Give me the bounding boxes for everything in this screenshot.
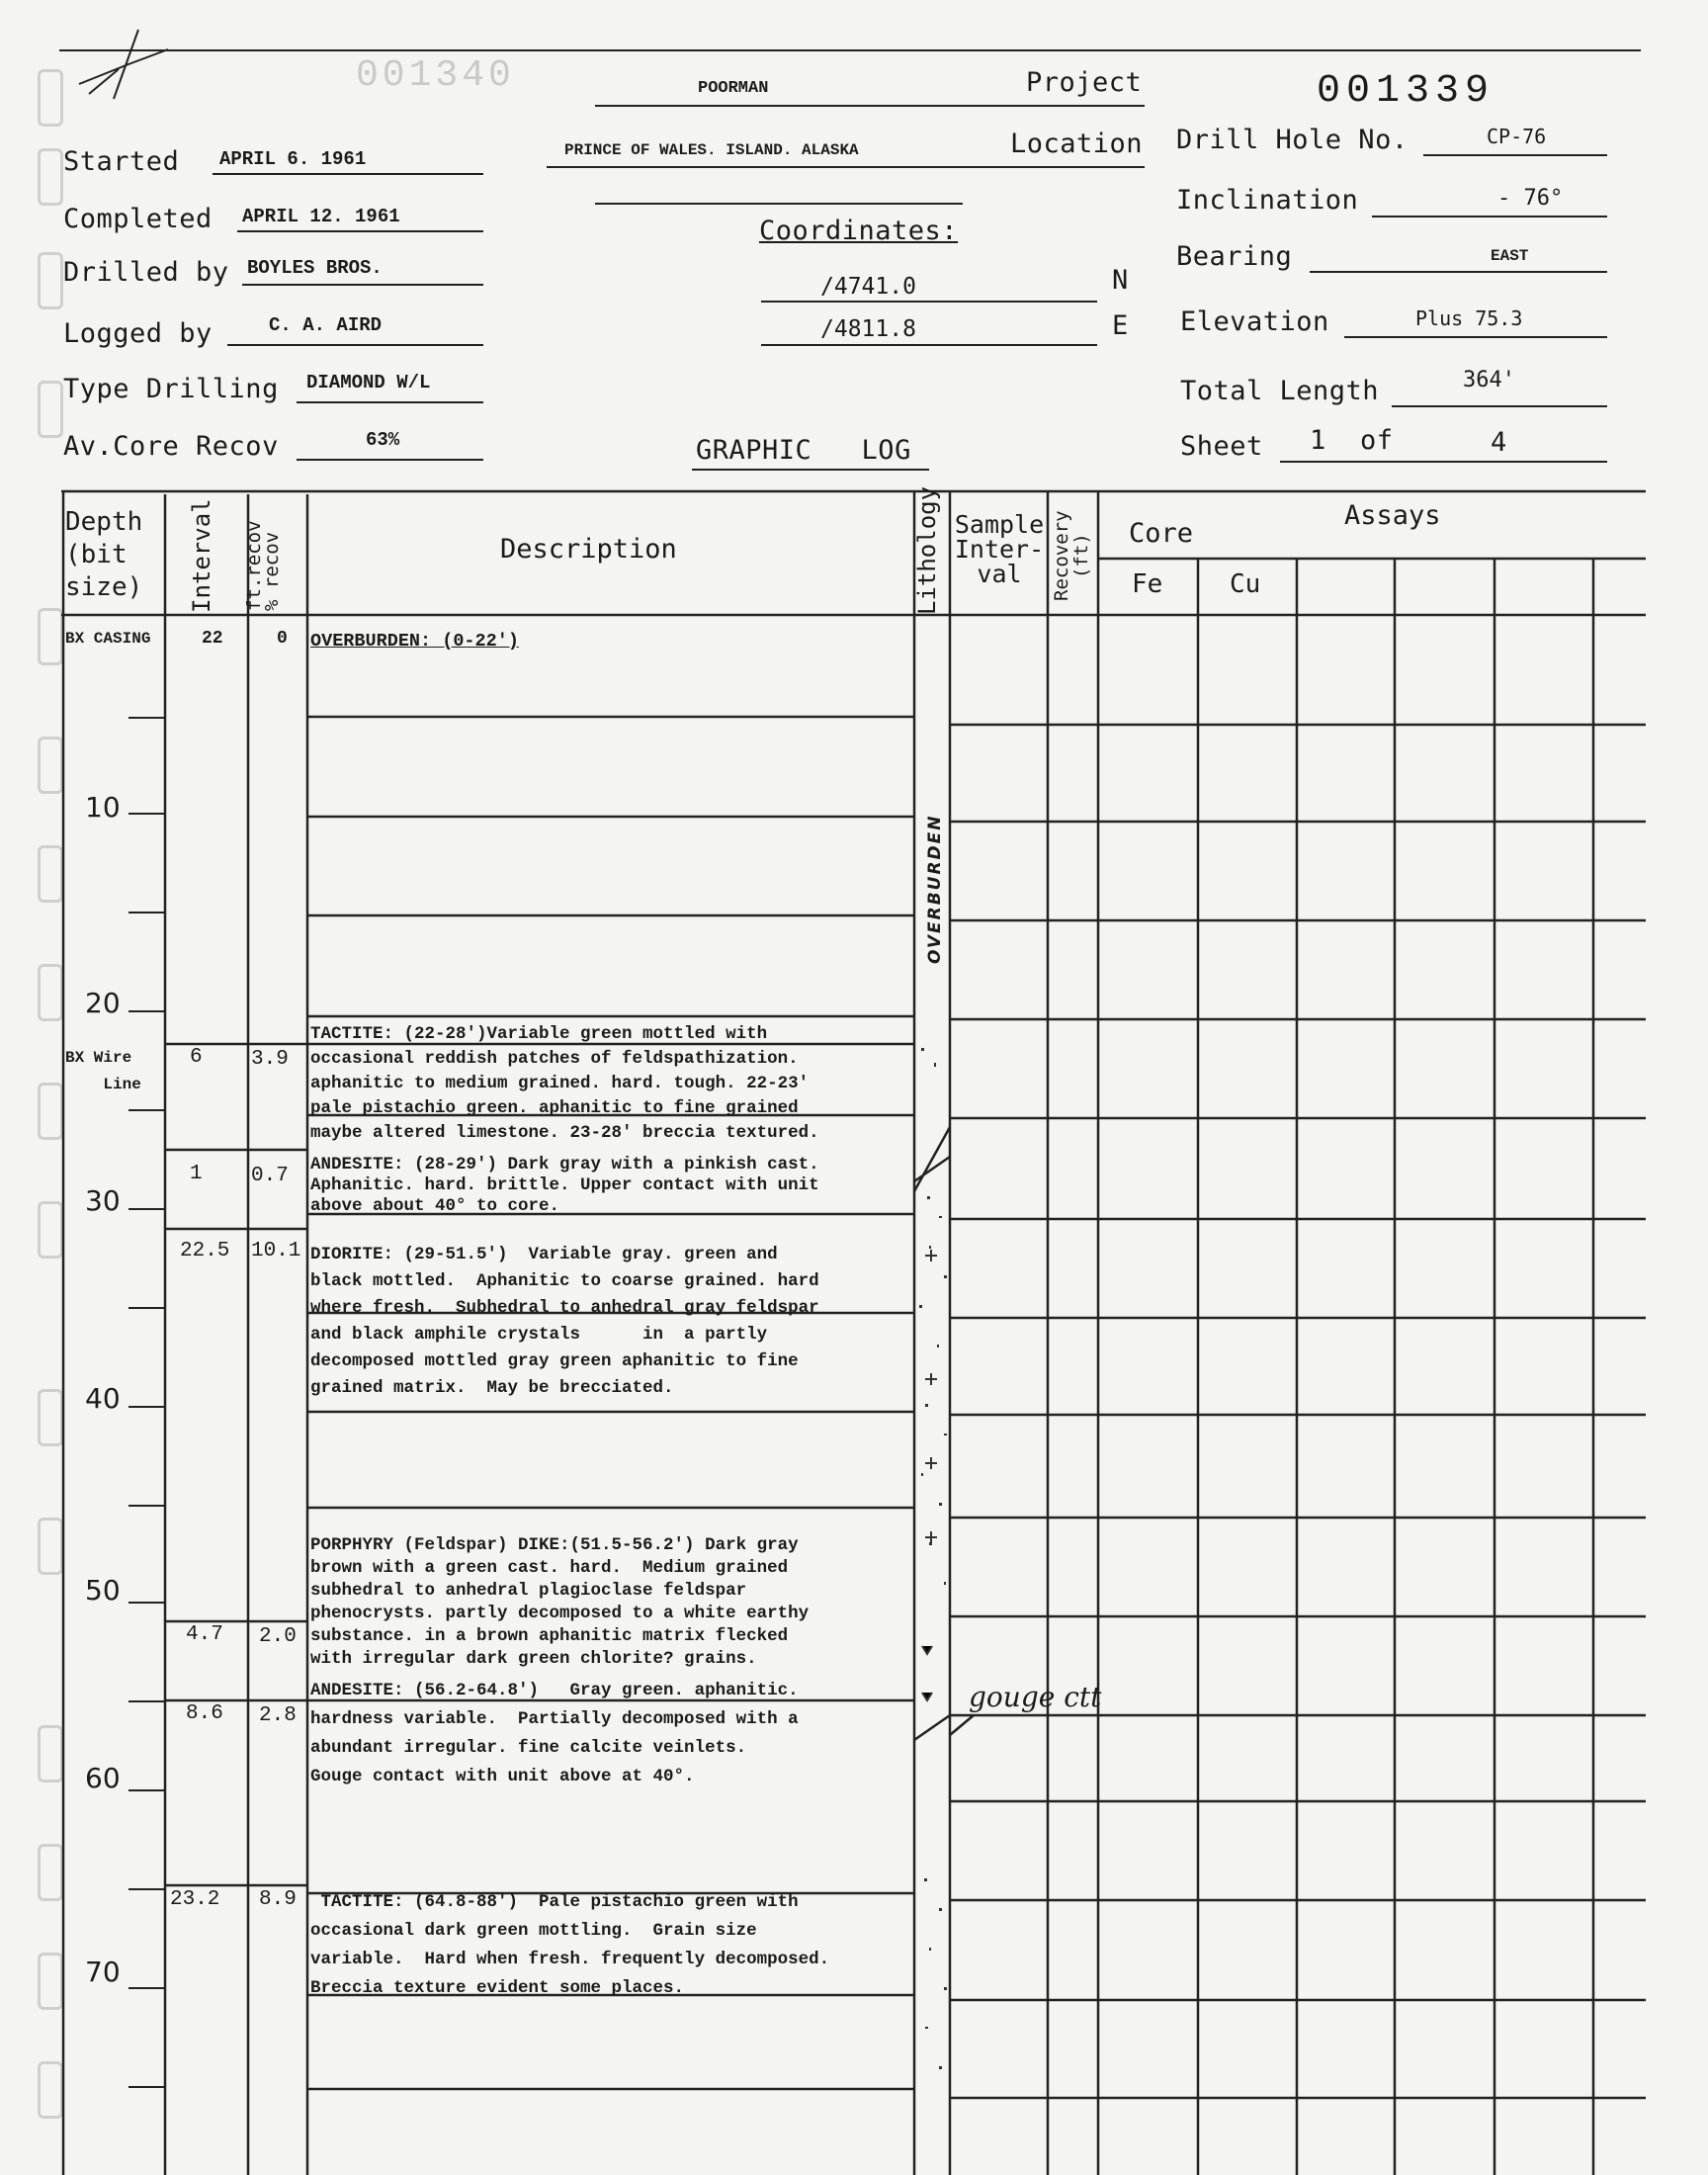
core-recov-label: Av.Core Recov [63, 431, 279, 462]
interval-0: 22 [202, 629, 223, 649]
lithology-overburden-label: OVERBURDEN [925, 814, 945, 964]
desc-overburden: OVERBURDEN: (0-22') [310, 631, 519, 652]
interval-header: Interval [188, 498, 215, 613]
sheet-total: 4 [1491, 427, 1507, 458]
drilled-by-value: BOYLES BROS. [247, 257, 383, 279]
depth-tick-50: 50 [85, 1574, 121, 1607]
bit-size-casing: BX CASING [65, 630, 151, 648]
recovery-6: 8.9 [259, 1888, 297, 1911]
total-length-value: 364' [1463, 368, 1515, 392]
coord-e-label: E [1112, 310, 1129, 341]
inclination-value: - 76° [1497, 186, 1564, 211]
coord-east-value: /4811.8 [820, 316, 916, 342]
elevation-label: Elevation [1180, 306, 1329, 337]
drill-hole-value: CP-76 [1487, 125, 1547, 148]
elevation-value: Plus 75.3 [1415, 306, 1523, 330]
core-recov-value: 63% [366, 429, 400, 451]
sheet-of: of [1360, 425, 1394, 456]
project-label: Project [1026, 67, 1143, 98]
depth-header: Depth (bit size) [65, 507, 143, 602]
bearing-label: Bearing [1176, 241, 1293, 272]
started-value: APRIL 6. 1961 [219, 148, 367, 170]
started-label: Started [63, 146, 180, 177]
depth-tick-60: 60 [85, 1762, 121, 1794]
core-header: Core [1129, 518, 1194, 549]
description-header: Description [500, 534, 677, 565]
logged-by-value: C. A. AIRD [269, 314, 383, 336]
interval-4: 4.7 [186, 1623, 223, 1646]
completed-label: Completed [63, 204, 213, 234]
logged-by-label: Logged by [63, 318, 213, 349]
completed-value: APRIL 12. 1961 [242, 206, 400, 227]
coord-n-label: N [1112, 265, 1129, 296]
interval-2: 1 [190, 1163, 203, 1185]
recovery-3: 10.1 [251, 1240, 301, 1262]
recovery-1: 3.9 [251, 1048, 289, 1071]
recovery-0: 0 [277, 629, 288, 649]
total-length-label: Total Length [1180, 376, 1380, 406]
type-drilling-value: DIAMOND W/L [306, 372, 431, 393]
desc-tactite-1: TACTITE: (22-28')Variable green mottled with occasional reddish patches of feldspathization. aphanitic to medium grained. hard. tough. 22-23' pale pistachio green. aphanitic to fine grained maybe altered limestone. 23-28' breccia textured. [310, 1024, 819, 1143]
lithology-pattern [919, 1048, 947, 2069]
recovery-ft-header: Recovery (ft) [1051, 510, 1092, 601]
desc-porphyry: PORPHYRY (Feldspar) DIKE:(51.5-56.2') Dark gray brown with a green cast. hard. Medium grained subhedral to anhedral plagioclase feldspar phenocrysts. partly decomposed to a white earthy substance. in a brown aphanitic matrix flecked with irregular dark green chlorite? grains. [310, 1535, 810, 1669]
coord-north-value: /4741.0 [820, 274, 916, 300]
desc-andesite-1: ANDESITE: (28-29') Dark gray with a pinkish cast. Aphanitic. hard. brittle. Upper contact with unit above about 40° to core. [310, 1155, 819, 1216]
depth-tick-70: 70 [85, 1956, 121, 1988]
desc-andesite-2: ANDESITE: (56.2-64.8') Gray green. aphanitic. hardness variable. Partially decomposed with a abundant irregular. fine calcite veinlets. Gouge contact with unit above at 40°. [310, 1681, 799, 1786]
bit-size-wireline: BX Wire Line [65, 1049, 141, 1093]
coordinates-label: Coordinates: [759, 216, 959, 246]
inclination-label: Inclination [1176, 185, 1359, 216]
depth-tick-30: 30 [85, 1184, 121, 1217]
interval-5: 8.6 [186, 1702, 223, 1725]
faint-doc-id: 001340 [356, 54, 515, 97]
lithology-header: Lithology [913, 485, 941, 615]
fe-header: Fe [1132, 569, 1163, 599]
interval-1: 6 [190, 1046, 203, 1069]
assays-header: Assays [1344, 500, 1441, 531]
sheet-label: Sheet [1180, 431, 1263, 462]
desc-tactite-2: TACTITE: (64.8-88') Pale pistachio green with occasional dark green mottling. Grain size variable. Hard when fresh. frequently decomposed. Breccia texture evident some places. [310, 1892, 830, 1998]
recovery-header: ft.recov % recov [243, 520, 283, 611]
depth-tick-20: 20 [85, 987, 121, 1019]
project-value: POORMAN [698, 79, 769, 98]
drill-hole-label: Drill Hole No. [1176, 125, 1409, 155]
bearing-value: EAST [1491, 247, 1529, 265]
doc-id: 001339 [1317, 69, 1495, 114]
desc-diorite: DIORITE: (29-51.5') Variable gray. green and black mottled. Aphanitic to coarse grained. hard where fresh. Subhedral to anhedral gray feldspar and black amphile crystals in a partly decomposed mottled gray green aphanitic to fine grained matrix. May be brecciated. [310, 1245, 819, 1398]
interval-3: 22.5 [180, 1240, 230, 1262]
sample-interval-header: Sample Inter- val [954, 510, 1045, 588]
sheet-num: 1 [1310, 425, 1326, 456]
gouge-annotation: gouge ctt [969, 1681, 1102, 1713]
interval-6: 23.2 [170, 1888, 220, 1911]
type-drilling-label: Type Drilling [63, 374, 279, 404]
location-label: Location [1010, 129, 1144, 159]
recovery-4: 2.0 [259, 1625, 297, 1648]
recovery-5: 2.8 [259, 1704, 297, 1727]
location-value: PRINCE OF WALES. ISLAND. ALASKA [564, 141, 859, 159]
recovery-2: 0.7 [251, 1165, 289, 1187]
cu-header: Cu [1230, 569, 1261, 599]
graphic-log-label: GRAPHIC LOG [696, 435, 911, 466]
depth-tick-10: 10 [85, 791, 121, 824]
depth-tick-40: 40 [85, 1382, 121, 1415]
drilled-by-label: Drilled by [63, 257, 229, 288]
